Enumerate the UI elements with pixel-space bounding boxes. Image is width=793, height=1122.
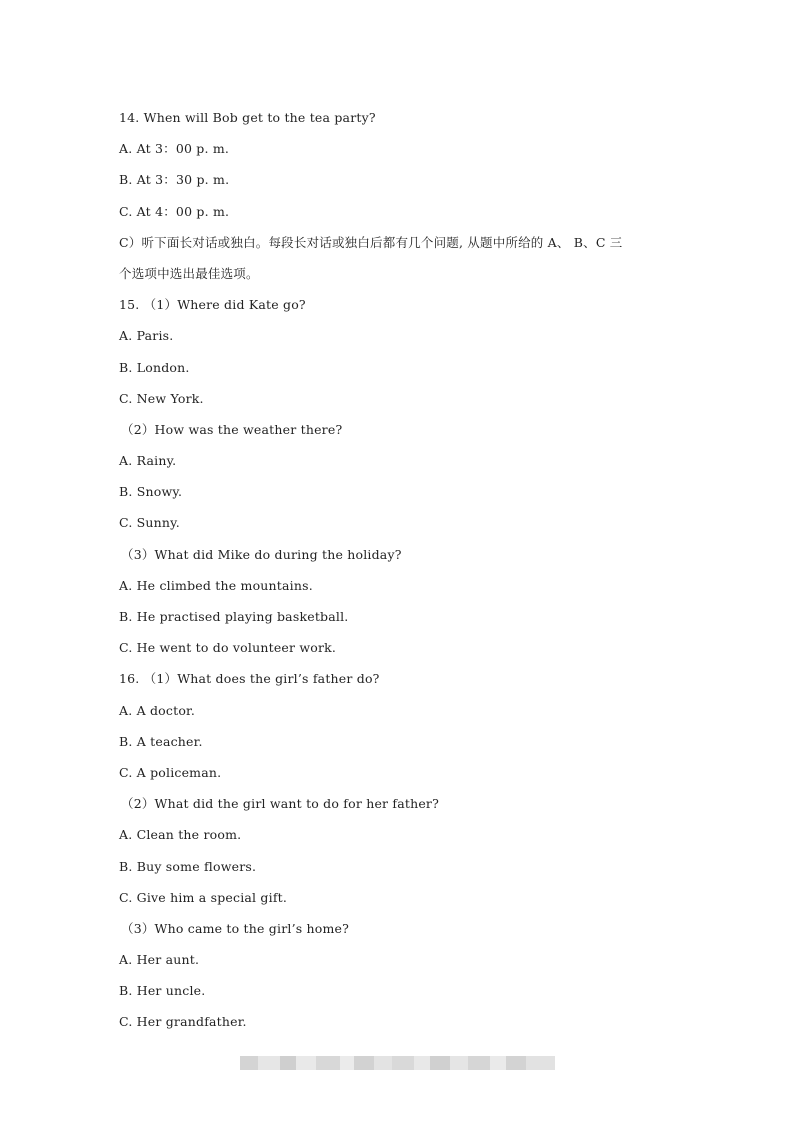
question-16-2: （2）What did the girl want to do for her father? — [121, 796, 440, 812]
question-16-3: （3）Who came to the girl’s home? — [121, 920, 350, 936]
option-15-1-b: B. London. — [119, 359, 190, 375]
option-15-2-a: A. Rainy. — [119, 453, 177, 469]
option-16-3-c: C. Her grandfather. — [119, 1014, 247, 1030]
question-15-2: （2）How was the weather there? — [121, 421, 343, 437]
option-16-2-a: A. Clean the room. — [119, 827, 242, 843]
option-16-1-a: A. A doctor. — [119, 702, 196, 718]
option-15-3-c: C. He went to do volunteer work. — [119, 640, 337, 656]
question-16-1: 16. （1）What does the girl’s father do? — [119, 671, 380, 687]
option-15-2-b: B. Snowy. — [119, 484, 183, 500]
question-15-1: 15. （1）Where did Kate go? — [119, 297, 306, 313]
section-c-instruction-line-2: 个选项中选出最佳选项。 — [119, 265, 259, 281]
option-14-c: C. At 4：00 p. m. — [119, 203, 230, 219]
option-15-3-a: A. He climbed the mountains. — [119, 577, 313, 593]
option-16-3-b: B. Her uncle. — [119, 983, 206, 999]
section-c-instruction-line-1: C）听下面长对话或独白。每段长对话或独白后都有几个问题, 从题中所给的 A、 B、C 三 — [119, 234, 623, 250]
option-16-2-b: B. Buy some flowers. — [119, 858, 257, 874]
question-list — [119, 102, 699, 1038]
option-16-3-a: A. Her aunt. — [119, 952, 200, 968]
blurred-footer-watermark — [240, 1056, 555, 1070]
option-15-1-a: A. Paris. — [119, 328, 174, 344]
option-15-2-c: C. Sunny. — [119, 515, 180, 531]
option-16-1-c: C. A policeman. — [119, 764, 222, 780]
option-16-1-b: B. A teacher. — [119, 733, 203, 749]
question-14: 14. When will Bob get to the tea party? — [119, 110, 376, 125]
option-14-b: B. At 3：30 p. m. — [119, 172, 230, 188]
option-14-a: A. At 3：00 p. m. — [119, 141, 230, 157]
option-15-1-c: C. New York. — [119, 390, 204, 406]
option-16-2-c: C. Give him a special gift. — [119, 889, 288, 905]
question-15-3: （3）What did Mike do during the holiday? — [121, 546, 402, 562]
option-15-3-b: B. He practised playing basketball. — [119, 609, 349, 624]
